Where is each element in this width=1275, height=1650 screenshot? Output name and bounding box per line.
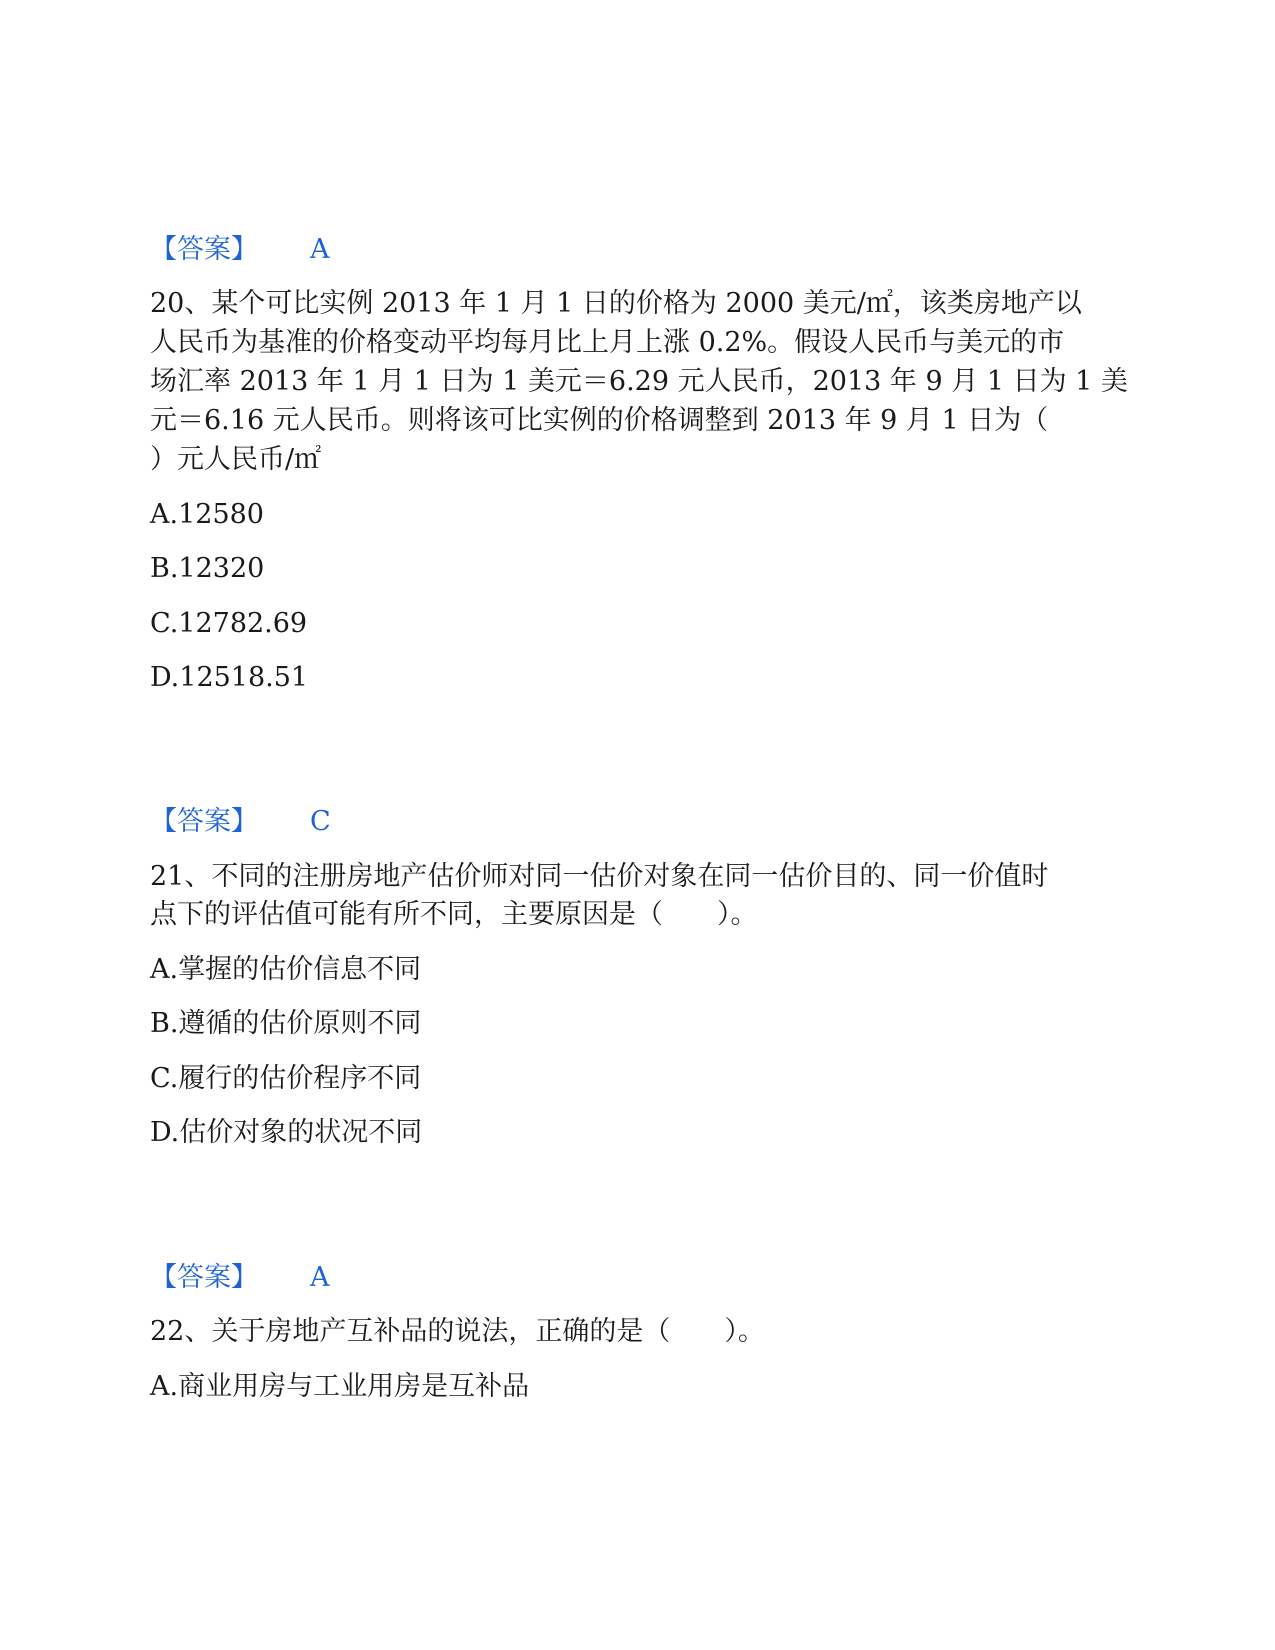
option-20-d: D.12518.51 [150,662,309,693]
question-20-line-4: 元＝6.16 元人民币。则将该可比实例的价格调整到 2013 年 9 月 1 日为（ [150,405,1049,436]
option-20-b: B.12320 [150,553,265,584]
option-21-d: D.估价对象的状况不同 [150,1117,423,1148]
option-21-c: C.履行的估价程序不同 [150,1063,422,1094]
question-20-line-1: 20、某个可比实例 2013 年 1 月 1 日的价格为 2000 美元/㎡，该类房地产以 [150,288,1082,319]
question-21-line-1: 21、不同的注册房地产估价师对同一估价对象在同一估价目的、同一价值时 [150,861,1049,892]
answer-label: 【答案】 [150,1262,258,1293]
question-20-line-3: 场汇率 2013 年 1 月 1 日为 1 美元＝6.29 元人民币，2013 年 9 月 1 日为 1 美 [150,366,1128,397]
question-22-line-1: 22、关于房地产互补品的说法，正确的是（ ）。 [150,1316,765,1347]
answer-label: 【答案】 [150,806,258,837]
option-21-b: B.遵循的估价原则不同 [150,1008,422,1039]
option-20-c: C.12782.69 [150,608,308,639]
option-20-a: A.12580 [150,499,264,530]
answer-block [150,230,330,270]
question-21-line-2: 点下的评估值可能有所不同，主要原因是（ ）。 [150,899,758,930]
option-22-a: A.商业用房与工业用房是互补品 [150,1371,530,1402]
answer-value: A [310,1262,330,1293]
answer-label: 【答案】 [150,234,258,265]
question-20-line-2: 人民币为基准的价格变动平均每月比上月上涨 0.2%。假设人民币与美元的市 [150,327,1065,358]
question-20-line-5: ）元人民币/㎡ [150,444,322,475]
answer-value: C [310,806,331,837]
answer-block [150,1258,330,1298]
answer-value: A [310,234,330,265]
answer-block [150,802,331,842]
option-21-a: A.掌握的估价信息不同 [150,954,422,985]
